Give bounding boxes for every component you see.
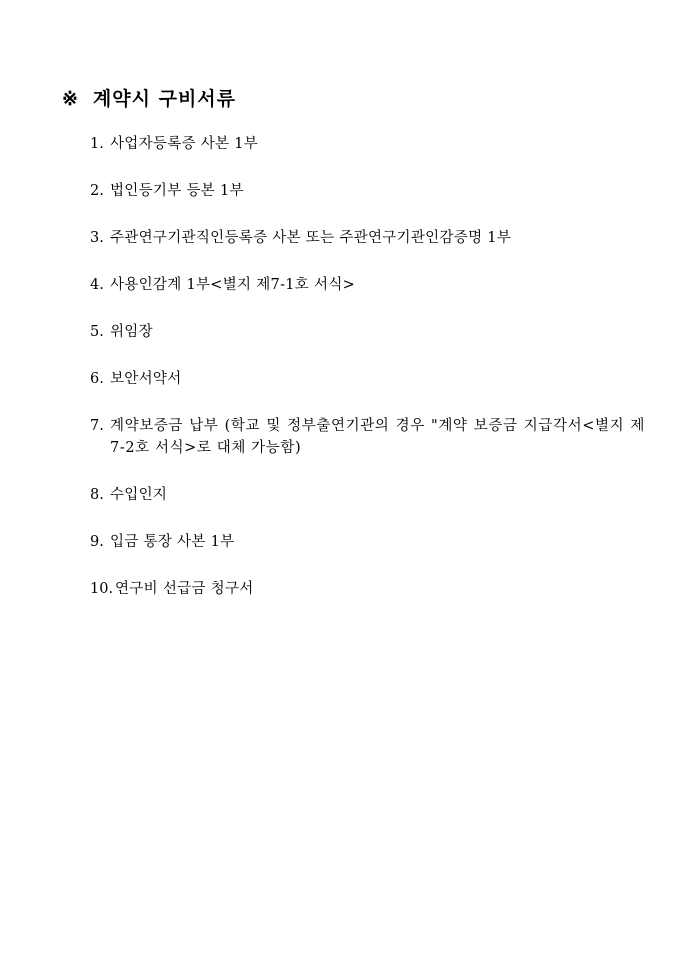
list-item — [90, 180, 645, 202]
list-item — [90, 578, 645, 600]
required-documents-list — [90, 133, 645, 625]
item-number: 9. — [90, 534, 104, 550]
item-text: 연구비 선급금 청구서 — [115, 581, 254, 597]
list-item — [90, 227, 645, 249]
item-text: 주관연구기관직인등록증 사본 또는 주관연구기관인감증명 1부 — [110, 230, 512, 246]
item-number: 3. — [90, 230, 104, 246]
item-text: 보안서약서 — [110, 371, 182, 387]
item-text: 수입인지 — [110, 487, 168, 503]
item-text: 위임장 — [110, 324, 153, 340]
item-text: 입금 통장 사본 1부 — [110, 534, 235, 550]
section-heading — [62, 84, 236, 111]
item-text: 사용인감계 1부<별지 제7-1호 서식> — [110, 277, 356, 293]
list-item — [90, 531, 645, 553]
item-number: 5. — [90, 324, 104, 340]
item-number: 6. — [90, 371, 104, 387]
item-number: 1. — [90, 136, 104, 152]
list-item — [90, 368, 645, 390]
heading-text: 계약시 구비서류 — [92, 88, 237, 110]
list-item — [90, 415, 645, 459]
item-number: 7. — [90, 418, 104, 434]
item-text: 사업자등록증 사본 1부 — [110, 136, 259, 152]
item-number: 2. — [90, 183, 104, 199]
item-text: 계약보증금 납부 (학교 및 정부출연기관의 경우 "계약 보증금 지급각서<별지 제7-2호 서식>로 대체 가능함) — [110, 418, 645, 456]
item-number: 4. — [90, 277, 104, 293]
list-item — [90, 274, 645, 296]
list-item — [90, 133, 645, 155]
list-item — [90, 321, 645, 343]
item-number: 10. — [90, 581, 114, 597]
item-text: 법인등기부 등본 1부 — [110, 183, 244, 199]
list-item — [90, 484, 645, 506]
item-number: 8. — [90, 487, 104, 503]
reference-mark: ※ — [62, 88, 79, 110]
